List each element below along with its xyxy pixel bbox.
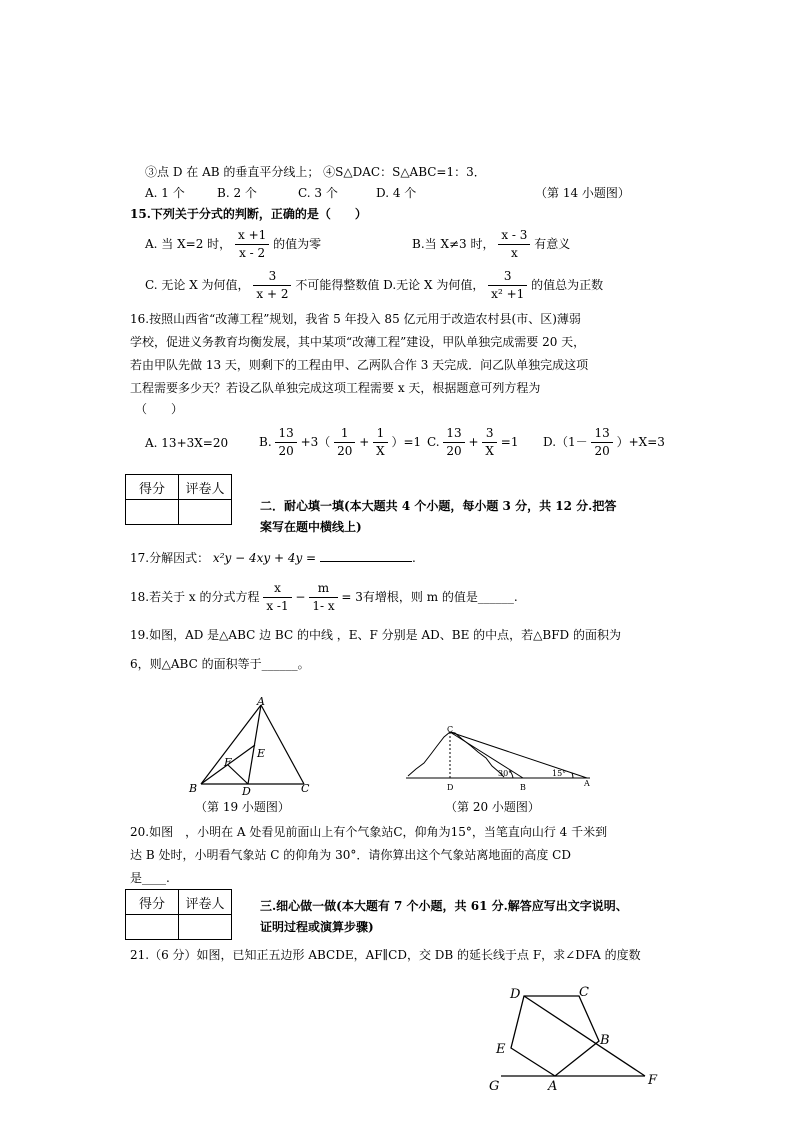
grader-cell[interactable]	[179, 915, 232, 940]
fig21-label-d: D	[510, 987, 521, 1002]
fig20-label-c: C	[447, 725, 454, 734]
q16-line-3: 若由甲队先做 13 天，则剩下的工程由甲、乙两队合作 3 天完成．问乙队单独完成这项	[130, 358, 589, 372]
q14-option-a: A. 1 个	[145, 186, 185, 200]
q16-option-c: C. $\frac{13}{20}$ + $\frac{3}{X}$ =1	[427, 426, 519, 458]
q16-line-4: 工程需要多少天？若设乙队单独完成这项工程需要 x 天，根据题意可列方程为	[130, 381, 541, 395]
q15-option-b: B.当 X≠3 时， $\frac{x - 3}{x}$ 有意义	[412, 228, 571, 260]
q16-option-a: A. 13+3X=20	[145, 436, 229, 450]
fig21-label-g: G	[489, 1079, 500, 1094]
grader-cell[interactable]	[179, 500, 232, 525]
q15-option-c-d: C. 无论 X 为何值， $\frac{3}{x + 2}$ 不可能得整数值 D.无论 X 为何值， $\frac{3}{\text{x² +1}}$ 的值总为正数	[145, 269, 604, 301]
score-table-section-2	[125, 474, 232, 525]
fig19-caption: （第 19 小题图）	[195, 800, 290, 814]
q16-line-2: 学校，促进义务教育均衡发展，其中某项“改薄工程”建设，甲队单独完成需要 20 天，	[130, 335, 586, 349]
q14-conditions: ③点 D 在 AB 的垂直平分线上； ④S△DAC：S△ABC=1：3．	[145, 165, 486, 179]
q16-option-d: D.（1－ $\frac{13}{20}$ ）+X=3	[543, 426, 665, 458]
fig20-label-b: B	[520, 783, 526, 792]
q16-answer-paren: （ ）	[135, 402, 184, 416]
q14-option-c: C. 3 个	[298, 186, 338, 200]
section-3-heading-line-1: 三.细心做一做(本大题有 7 个小题，共 61 分.解答应写出文字说明、	[260, 899, 628, 913]
fig20-angle-15: 15°	[552, 769, 567, 778]
section-2-heading-line-1: 二．耐心填一填(本大题共 4 个小题，每小题 3 分，共 12 分.把答	[260, 499, 617, 513]
figure-20	[404, 722, 596, 794]
fig21-label-b: B	[600, 1033, 610, 1048]
q15-stem: 15.下列关于分式的判断，正确的是（ ）	[130, 207, 367, 221]
fig21-label-a: A	[548, 1079, 558, 1094]
q19-line-1: 19.如图，AD 是△ABC 边 BC 的中线 ，E、F 分别是 AD、BE 的中点，若△BFD 的面积为	[130, 628, 621, 642]
fig19-label-e: E	[257, 747, 266, 760]
q17-expression: x²y − 4xy + 4y =	[212, 551, 317, 565]
q15-option-a: A. 当 X=2 时， $\frac{x +1}{x - 2}$ 的值为零	[145, 228, 322, 260]
figure-19	[180, 695, 330, 795]
fig19-label-c: C	[301, 782, 310, 795]
q19-line-2: 6，则△ABC 的面积等于______。	[130, 657, 310, 671]
fig20-caption: （第 20 小题图）	[445, 800, 540, 814]
fig20-angle-30: 30°	[498, 769, 513, 778]
fig19-label-a: A	[257, 695, 265, 708]
q17: 17.分解因式： x²y − 4xy + 4y = .	[130, 551, 416, 565]
grader-header: 评卷人	[179, 890, 232, 915]
fig20-label-d: D	[447, 783, 454, 792]
score-cell[interactable]	[126, 500, 179, 525]
fig21-label-f: F	[648, 1073, 658, 1088]
section-3-heading-line-2: 证明过程或演算步骤)	[260, 920, 374, 934]
q20-line-2: 达 B 处时，小明看气象站 C 的仰角为 30°．请你算出这个气象站离地面的高度 CD	[130, 848, 571, 862]
q21-text: 21.（6 分）如图，已知正五边形 ABCDE，AF∥CD，交 DB 的延长线于点 F，求∠DFA 的度数	[130, 948, 641, 962]
q14-option-d: D. 4 个	[376, 186, 417, 200]
q18: 18.若关于 x 的分式方程 $\frac{x}{x -1}$ − $\frac{m}{1- x}$ = 3有增根，则 m 的值是______.	[130, 581, 518, 613]
fig20-label-a: A	[584, 779, 590, 788]
q16-line-1: 16.按照山西省“改薄工程”规划，我省 5 年投入 85 亿元用于改造农村县(市、区)薄弱	[130, 312, 581, 326]
q16-option-b: B. $\frac{13}{20}$ +3（ $\frac{1}{20}$ + $\frac{1}{X}$ ）=1	[259, 426, 422, 458]
grader-header: 评卷人	[179, 475, 232, 500]
figure-21	[485, 980, 665, 1095]
section-2-heading-line-2: 案写在题中横线上)	[260, 520, 362, 534]
fig21-label-e: E	[496, 1042, 506, 1057]
q20-line-1: 20.如图 ，小明在 A 处看见前面山上有个气象站C，仰角为15°，当笔直向山行 4 千米到	[130, 825, 608, 839]
q14-option-b: B. 2 个	[217, 186, 257, 200]
score-header: 得分	[126, 890, 179, 915]
score-table-section-3	[125, 889, 232, 940]
score-header: 得分	[126, 475, 179, 500]
q14-figure-caption: （第 14 小题图）	[535, 186, 630, 200]
fig19-label-f: F	[224, 756, 232, 769]
score-cell[interactable]	[126, 915, 179, 940]
q20-line-3: 是____.	[130, 871, 170, 885]
fig21-label-c: C	[579, 985, 589, 1000]
q17-answer-blank[interactable]	[320, 561, 412, 562]
fig19-label-d: D	[242, 785, 251, 795]
fig19-label-b: B	[189, 782, 198, 795]
